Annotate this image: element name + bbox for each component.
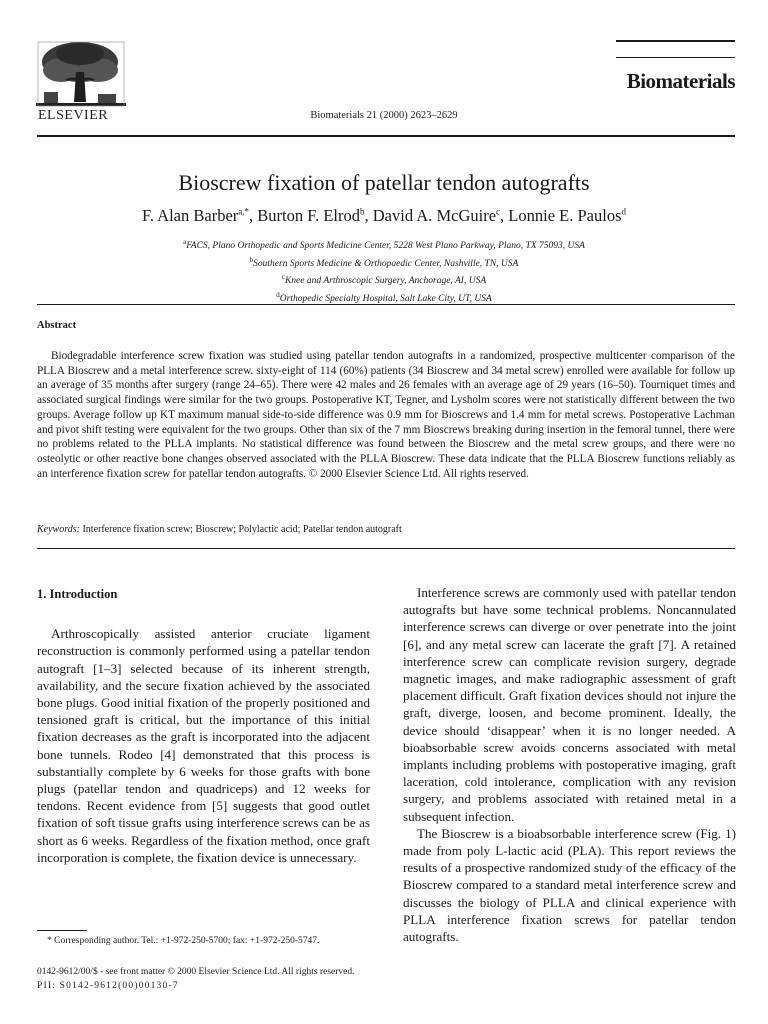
left-column — [37, 586, 370, 866]
author-affiliation-mark: b — [360, 206, 365, 217]
publisher-name: ELSEVIER — [38, 108, 109, 123]
affiliation-line — [0, 254, 768, 272]
journal-citation: Biomaterials 21 (2000) 2623–2629 — [310, 110, 458, 121]
affiliation-mark: d — [276, 290, 280, 299]
right-column — [403, 584, 736, 945]
paragraph: Arthroscopically assisted anterior cruciate ligament reconstruction is commonly performed using a patellar tendon autograft [1–3] selected because of its inherent strength, availability, and the secure fixation achieved by the associated bone plugs. Good initial fixation of the properly positioned and tensioned graft is critical, but the importance of this initial fixation decreases as the graft is incorporated into the adjacent bone tunnels. Rodeo [4] demonstrated that this process is substantially complete by 6 weeks for those grafts with bone plugs (patellar tendon and quadriceps) and 12 weeks for tendons. Recent evidence from [5] suggests that good outlet fixation of soft tissue grafts using interference screws can be as short as 6 weeks. Regardless of the fixation method, once graft incorporation is complete, the fixation device is unnecessary. — [37, 626, 370, 865]
affiliation-mark: b — [249, 255, 254, 264]
keywords-label: Keywords: — [37, 524, 80, 535]
pii-line: PII: S0142-9612(00)00130-7 — [37, 981, 179, 991]
author-name: David A. McGuire — [372, 206, 497, 225]
keywords-text: Interference fixation screw; Bioscrew; Polylactic acid; Patellar tendon autograft — [82, 524, 402, 535]
affiliation-line — [0, 271, 768, 289]
affiliation-mark: c — [281, 273, 285, 282]
author-separator: , — [500, 206, 509, 225]
abstract-text: Biodegradable interference screw fixation was studied using patellar tendon autografts in a randomized, prospective multicenter comparison of the PLLA Bioscrew and a metal interference screw. sixty-eight of 114 (60%) patients (34 Bioscrew and 34 metal screw) enrolled were available for follow up an average of 35 months after surgery (range 24–65). There were 42 males and 26 females with an average age of 29 years (16–50). Tourniquet times and associated surgical findings were similar for the two groups. Postoperative KT, Tegner, and Lysholm scores were not statistically different between the two groups. Average follow up KT maximum manual side-to-side difference was 0.9 mm for Bioscrews and 1.4 mm for metal screws. Postoperative Lachman and pivot shift testing were equivalent for the two groups. Other than six of the 7 mm Bioscrews breaking during insertion in the femoral tunnel, there were no problems related to the PLLA implants. No statistical difference was found between the Bioscrew and the metal screw groups, and there were no osteolytic or other reactive bone changes observed associated with the PLLA Bioscrew. These data indicate that the PLLA Bioscrew functions reliably as an interference fixation screw for patellar tendon autografts. © 2000 Elsevier Science Ltd. All rights reserved. — [37, 350, 735, 480]
article-title: Bioscrew fixation of patellar tendon autografts — [178, 170, 590, 195]
author-separator: , — [364, 206, 373, 225]
author-affiliation-mark: a,* — [238, 206, 250, 217]
author-affiliation-mark: c — [496, 206, 501, 217]
affiliation-line — [0, 236, 768, 254]
author-separator: , — [249, 206, 258, 225]
header-rule-top — [616, 40, 735, 42]
affiliation-text: FACS, Plano Orthopedic and Sports Medicine Center, 5228 West Plano Parkway, Plano, TX 75093, USA — [186, 241, 585, 252]
corresponding-author-footnote: * Corresponding author. Tel.: +1-972-250-5700; fax: +1-972-250-5747. — [47, 936, 320, 946]
footnote-rule — [37, 930, 87, 931]
copyright-block — [37, 965, 354, 993]
author-name: Lonnie E. Paulos — [508, 206, 622, 225]
abstract-bottom-divider — [37, 548, 735, 549]
keywords-line — [37, 524, 402, 535]
affiliation-text: Southern Sports Medicine & Orthopaedic Center, Nashville, TN, USA — [253, 258, 519, 269]
abstract-heading: Abstract — [37, 320, 77, 331]
section-heading: 1. Introduction — [37, 587, 118, 601]
abstract-top-divider — [37, 304, 735, 305]
affiliation-text: Orthopedic Specialty Hospital, Salt Lake City, UT, USA — [279, 294, 492, 305]
author-name: F. Alan Barber — [141, 206, 239, 225]
journal-title: Biomaterials — [626, 69, 735, 93]
header-rule-second — [616, 57, 735, 58]
affiliation-list — [0, 236, 768, 307]
paragraph: Interference screws are commonly used with patellar tendon autografts but have some technical problems. Noncannulated interference screws can diverge or over penetrate into the joint [6], and any metal screw can lacerate the graft [7]. A retained interference screw can complicate revision surgery, degrade magnetic images, and make radiographic assessment of graft placement difficult. Graft fixation devices should not injure the graft, diverge, loosen, and become prominent. Ideally, the device should ‘disappear’ when it is no longer needed. A bioabsorbable screw avoids concerns associated with metal implants including problems with postoperative imaging, graft laceration, cold intolerance, complication with any revision surgery, and problems associated with retained metal in a subsequent infection. — [403, 585, 736, 824]
affiliation-mark: a — [183, 238, 187, 246]
elsevier-tree-logo — [36, 40, 126, 108]
header-divider — [37, 135, 735, 137]
affiliation-text: Knee and Arthroscopic Surgery, Anchorage, AI, USA — [284, 276, 487, 287]
author-list — [0, 206, 768, 226]
author-name: Burton F. Elrod — [257, 206, 361, 225]
copyright-line: 0142-9612/00/$ - see front matter © 2000 Elsevier Science Ltd. All rights reserved. — [37, 967, 355, 977]
paragraph: The Bioscrew is a bioabsorbable interference screw (Fig. 1) made from poly L-lactic acid (PLA). This report reviews the results of a prospective randomized study of the efficacy of the Bioscrew compared to a standard metal interference screw and discusses the biology of PLLA and clinical experience with PLLA interference fixation screws for patellar tendon autografts. — [403, 825, 736, 945]
author-affiliation-mark: d — [621, 206, 626, 217]
